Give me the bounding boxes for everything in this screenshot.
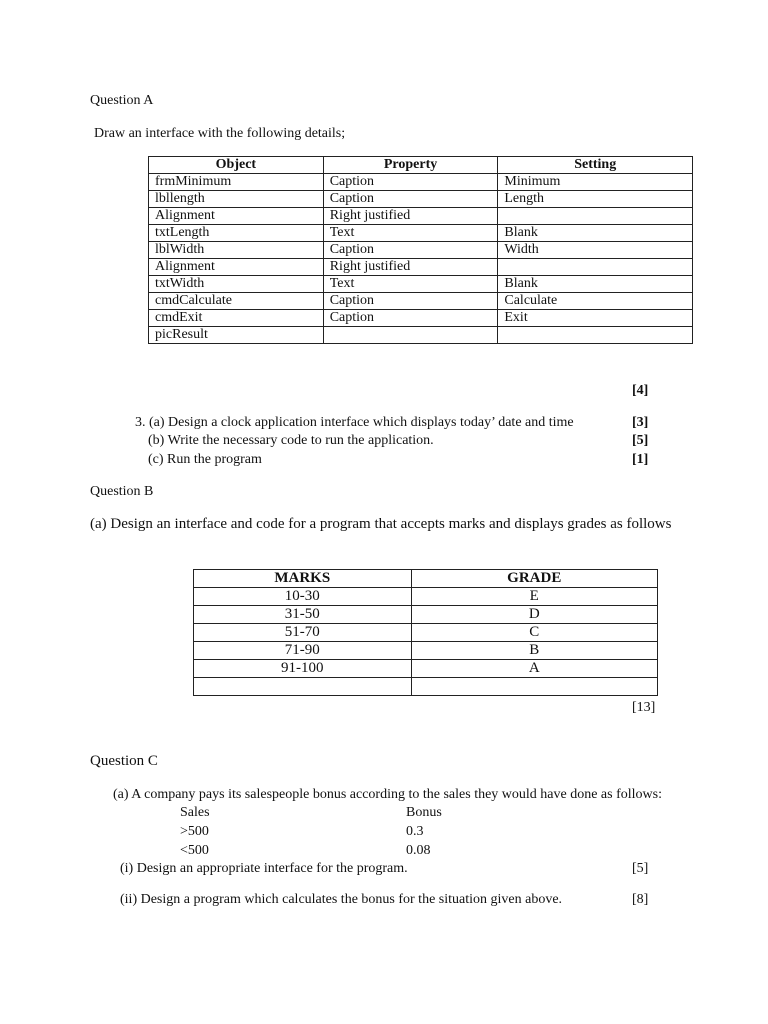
table-row	[149, 276, 693, 293]
cell-marks: 91-100	[194, 660, 412, 678]
cell-property: Caption	[323, 310, 498, 327]
table-row	[194, 606, 658, 624]
cell-object: Alignment	[149, 259, 324, 276]
cell-setting: Minimum	[498, 174, 693, 191]
cell-object: cmdExit	[149, 310, 324, 327]
bonus-header: Bonus	[406, 805, 442, 820]
table-row	[194, 678, 658, 696]
cell-property	[323, 327, 498, 344]
bonus-value: 0.3	[406, 824, 424, 839]
cell-setting	[498, 327, 693, 344]
table-row	[149, 174, 693, 191]
header-setting: Setting	[498, 157, 693, 174]
properties-table	[148, 156, 693, 344]
cell-object: Alignment	[149, 208, 324, 225]
table-row	[149, 191, 693, 208]
header-marks: MARKS	[194, 570, 412, 588]
table-row	[194, 588, 658, 606]
bonus-value: 0.08	[406, 843, 431, 858]
cell-marks: 10-30	[194, 588, 412, 606]
cell-property: Caption	[323, 293, 498, 310]
table-header-row	[194, 570, 658, 588]
cell-marks: 31-50	[194, 606, 412, 624]
cell-property: Text	[323, 276, 498, 293]
table-row	[149, 259, 693, 276]
header-property: Property	[323, 157, 498, 174]
cell-property: Caption	[323, 174, 498, 191]
cell-object: lblWidth	[149, 242, 324, 259]
q3-part-c-marks: [1]	[632, 452, 649, 467]
table-row	[194, 642, 658, 660]
cell-grade: A	[411, 660, 657, 678]
cell-grade: C	[411, 624, 657, 642]
cell-setting: Exit	[498, 310, 693, 327]
cell-grade: E	[411, 588, 657, 606]
cell-marks: 71-90	[194, 642, 412, 660]
sales-value: >500	[180, 824, 209, 839]
q3-part-c: (c) Run the program	[148, 452, 262, 467]
question-c-part-i: (i) Design an appropriate interface for the program.	[120, 861, 408, 876]
q3-part-b: (b) Write the necessary code to run the application.	[148, 433, 434, 448]
cell-property: Caption	[323, 242, 498, 259]
cell-object: lbllength	[149, 191, 324, 208]
table-header-row	[149, 157, 693, 174]
header-object: Object	[149, 157, 324, 174]
question-a-marks: [4]	[632, 383, 649, 398]
cell-object: txtWidth	[149, 276, 324, 293]
cell-marks: 51-70	[194, 624, 412, 642]
cell-marks	[194, 678, 412, 696]
cell-grade: D	[411, 606, 657, 624]
table-row	[194, 624, 658, 642]
table-row	[149, 225, 693, 242]
cell-setting: Length	[498, 191, 693, 208]
q3-part-b-marks: [5]	[632, 433, 649, 448]
table-row	[149, 327, 693, 344]
cell-setting	[498, 208, 693, 225]
question-c-heading: Question C	[90, 753, 158, 769]
cell-setting: Blank	[498, 225, 693, 242]
question-b-heading: Question B	[90, 484, 154, 499]
question-b-marks: [13]	[632, 700, 656, 715]
cell-setting	[498, 259, 693, 276]
sales-header: Sales	[180, 805, 210, 820]
question-b-part-a: (a) Design an interface and code for a program that accepts marks and displays grades as follows	[90, 516, 672, 532]
table-row	[194, 660, 658, 678]
question-a-intro: Draw an interface with the following details;	[94, 126, 346, 141]
cell-property: Caption	[323, 191, 498, 208]
cell-setting: Blank	[498, 276, 693, 293]
table-row	[149, 310, 693, 327]
table-row	[149, 293, 693, 310]
cell-property: Right justified	[323, 259, 498, 276]
cell-setting: Width	[498, 242, 693, 259]
sales-value: <500	[180, 843, 209, 858]
question-c-part-ii-marks: [8]	[632, 892, 649, 907]
table-row	[149, 208, 693, 225]
q3-part-a: 3. (a) Design a clock application interface which displays today’ date and time	[135, 415, 574, 430]
cell-object: frmMinimum	[149, 174, 324, 191]
q3-part-a-marks: [3]	[632, 415, 649, 430]
cell-object: txtLength	[149, 225, 324, 242]
cell-setting: Calculate	[498, 293, 693, 310]
header-grade: GRADE	[411, 570, 657, 588]
table-row	[149, 242, 693, 259]
cell-grade: B	[411, 642, 657, 660]
grades-table	[193, 569, 658, 696]
question-c-part-i-marks: [5]	[632, 861, 649, 876]
cell-property: Text	[323, 225, 498, 242]
cell-property: Right justified	[323, 208, 498, 225]
cell-object: picResult	[149, 327, 324, 344]
question-c-part-ii: (ii) Design a program which calculates the bonus for the situation given above.	[120, 892, 563, 907]
question-c-part-a: (a) A company pays its salespeople bonus according to the sales they would have done as follows:	[113, 787, 662, 802]
cell-object: cmdCalculate	[149, 293, 324, 310]
cell-grade	[411, 678, 657, 696]
question-a-heading: Question A	[90, 93, 154, 108]
